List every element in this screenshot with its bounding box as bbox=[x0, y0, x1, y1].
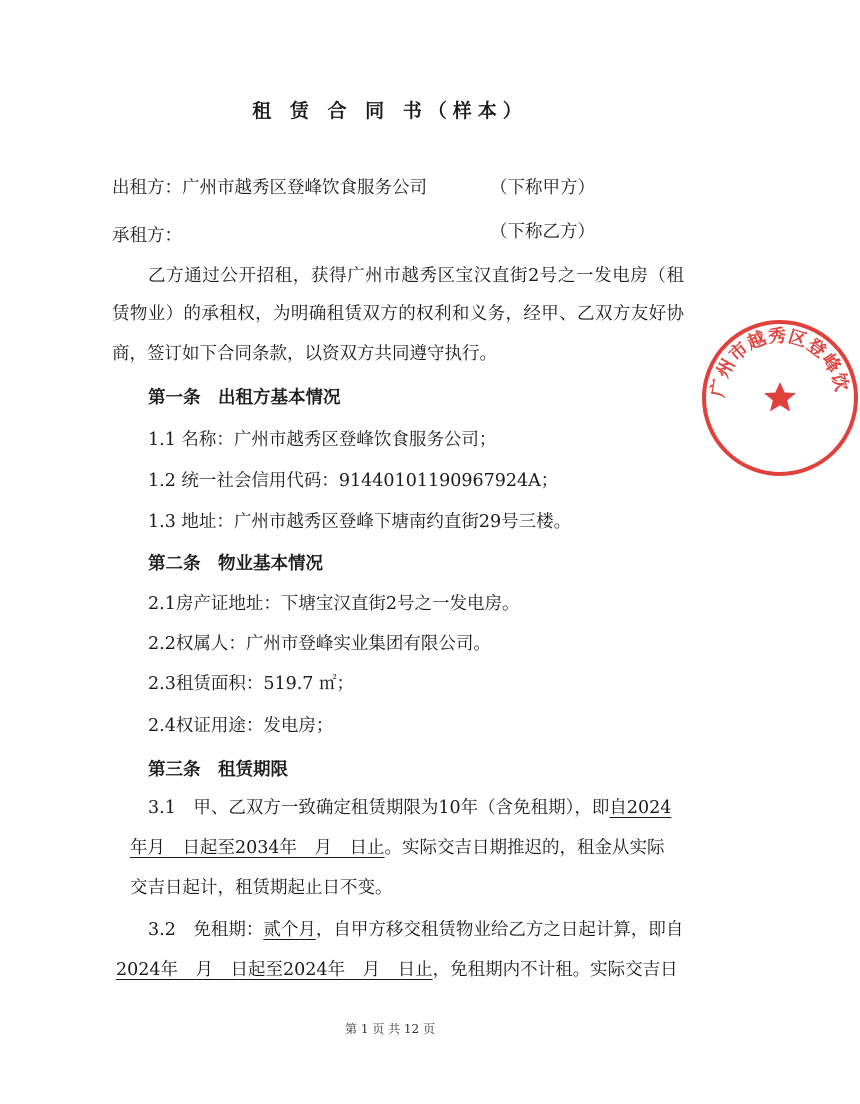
lease-period-dates: 年月 日起至2034年 月 日止 bbox=[130, 838, 385, 858]
article3-p1-text: 3.1 甲、乙双方一致确定租赁期限为10年（含免租期），即 bbox=[148, 798, 610, 818]
article3-p2-line2 bbox=[116, 958, 678, 982]
article3-p1-line3: 交吉日起计，租赁期起止日不变。 bbox=[130, 878, 393, 898]
page-number: 第 1 页 共 12 页 bbox=[345, 1022, 435, 1036]
lessor-name: 广州市越秀区登峰饮食服务公司 bbox=[182, 178, 427, 198]
rent-free-dates: 2024年 月 日起至2024年 月 日止 bbox=[116, 960, 433, 980]
article3-heading: 第三条 租赁期限 bbox=[148, 760, 288, 780]
article3-p2-text: ，自甲方移交租赁物业给乙方之日起计算，即自 bbox=[315, 920, 684, 940]
article1-item-2: 1.2 统一社会信用代码：91440101190967924A； bbox=[148, 471, 559, 491]
article2-item-4: 2.4权证用途：发电房； bbox=[148, 716, 334, 736]
rent-free-duration: 贰个月 bbox=[263, 920, 316, 940]
lessor-line bbox=[112, 176, 427, 200]
article2-item-3: 2.3租赁面积：519.7 ㎡； bbox=[148, 674, 354, 694]
article3-p1-text-2: 。实际交吉日期推迟的，租金从实际 bbox=[384, 838, 665, 858]
lessee-label: 承租方： bbox=[112, 226, 182, 246]
intro-line-2: 赁物业）的承租权，为明确租赁双方的权利和义务，经甲、乙双方友好协 bbox=[112, 304, 684, 324]
lessor-label: 出租方： bbox=[112, 178, 182, 198]
article1-heading: 第一条 出租方基本情况 bbox=[148, 388, 341, 408]
lessee-alias: （下称乙方） bbox=[490, 222, 595, 242]
seal-star-icon bbox=[764, 382, 796, 412]
article1-item-3: 1.3 地址：广州市越秀区登峰下塘南约直街29号三楼。 bbox=[148, 512, 572, 532]
article3-p2-line1 bbox=[148, 918, 683, 942]
article3-p2-label: 3.2 免租期： bbox=[148, 920, 264, 940]
article2-heading: 第二条 物业基本情况 bbox=[148, 554, 323, 574]
lease-start-year: 自2024 bbox=[609, 798, 672, 818]
document-title: 租 赁 合 同 书（样本） bbox=[252, 100, 528, 122]
seal-text: 广州市越秀区登峰饮 bbox=[707, 325, 853, 399]
company-seal bbox=[700, 318, 860, 478]
article2-item-1: 2.1房产证地址：下塘宝汉直街2号之一发电房。 bbox=[148, 594, 520, 614]
article1-item-1: 1.1 名称：广州市越秀区登峰饮食服务公司； bbox=[148, 430, 497, 450]
article3-p2-text-2: ，免租期内不计租。实际交吉日 bbox=[432, 960, 678, 980]
article3-p1-line1 bbox=[148, 796, 671, 820]
article3-p1-line2 bbox=[130, 836, 665, 860]
intro-line-3: 商，签订如下合同条款，以资双方共同遵守执行。 bbox=[112, 344, 497, 364]
lessor-alias: （下称甲方） bbox=[490, 178, 595, 198]
intro-line-1: 乙方通过公开招租，获得广州市越秀区宝汉直街2号之一发电房（租 bbox=[148, 266, 684, 286]
article2-item-2: 2.2权属人：广州市登峰实业集团有限公司。 bbox=[148, 634, 491, 654]
